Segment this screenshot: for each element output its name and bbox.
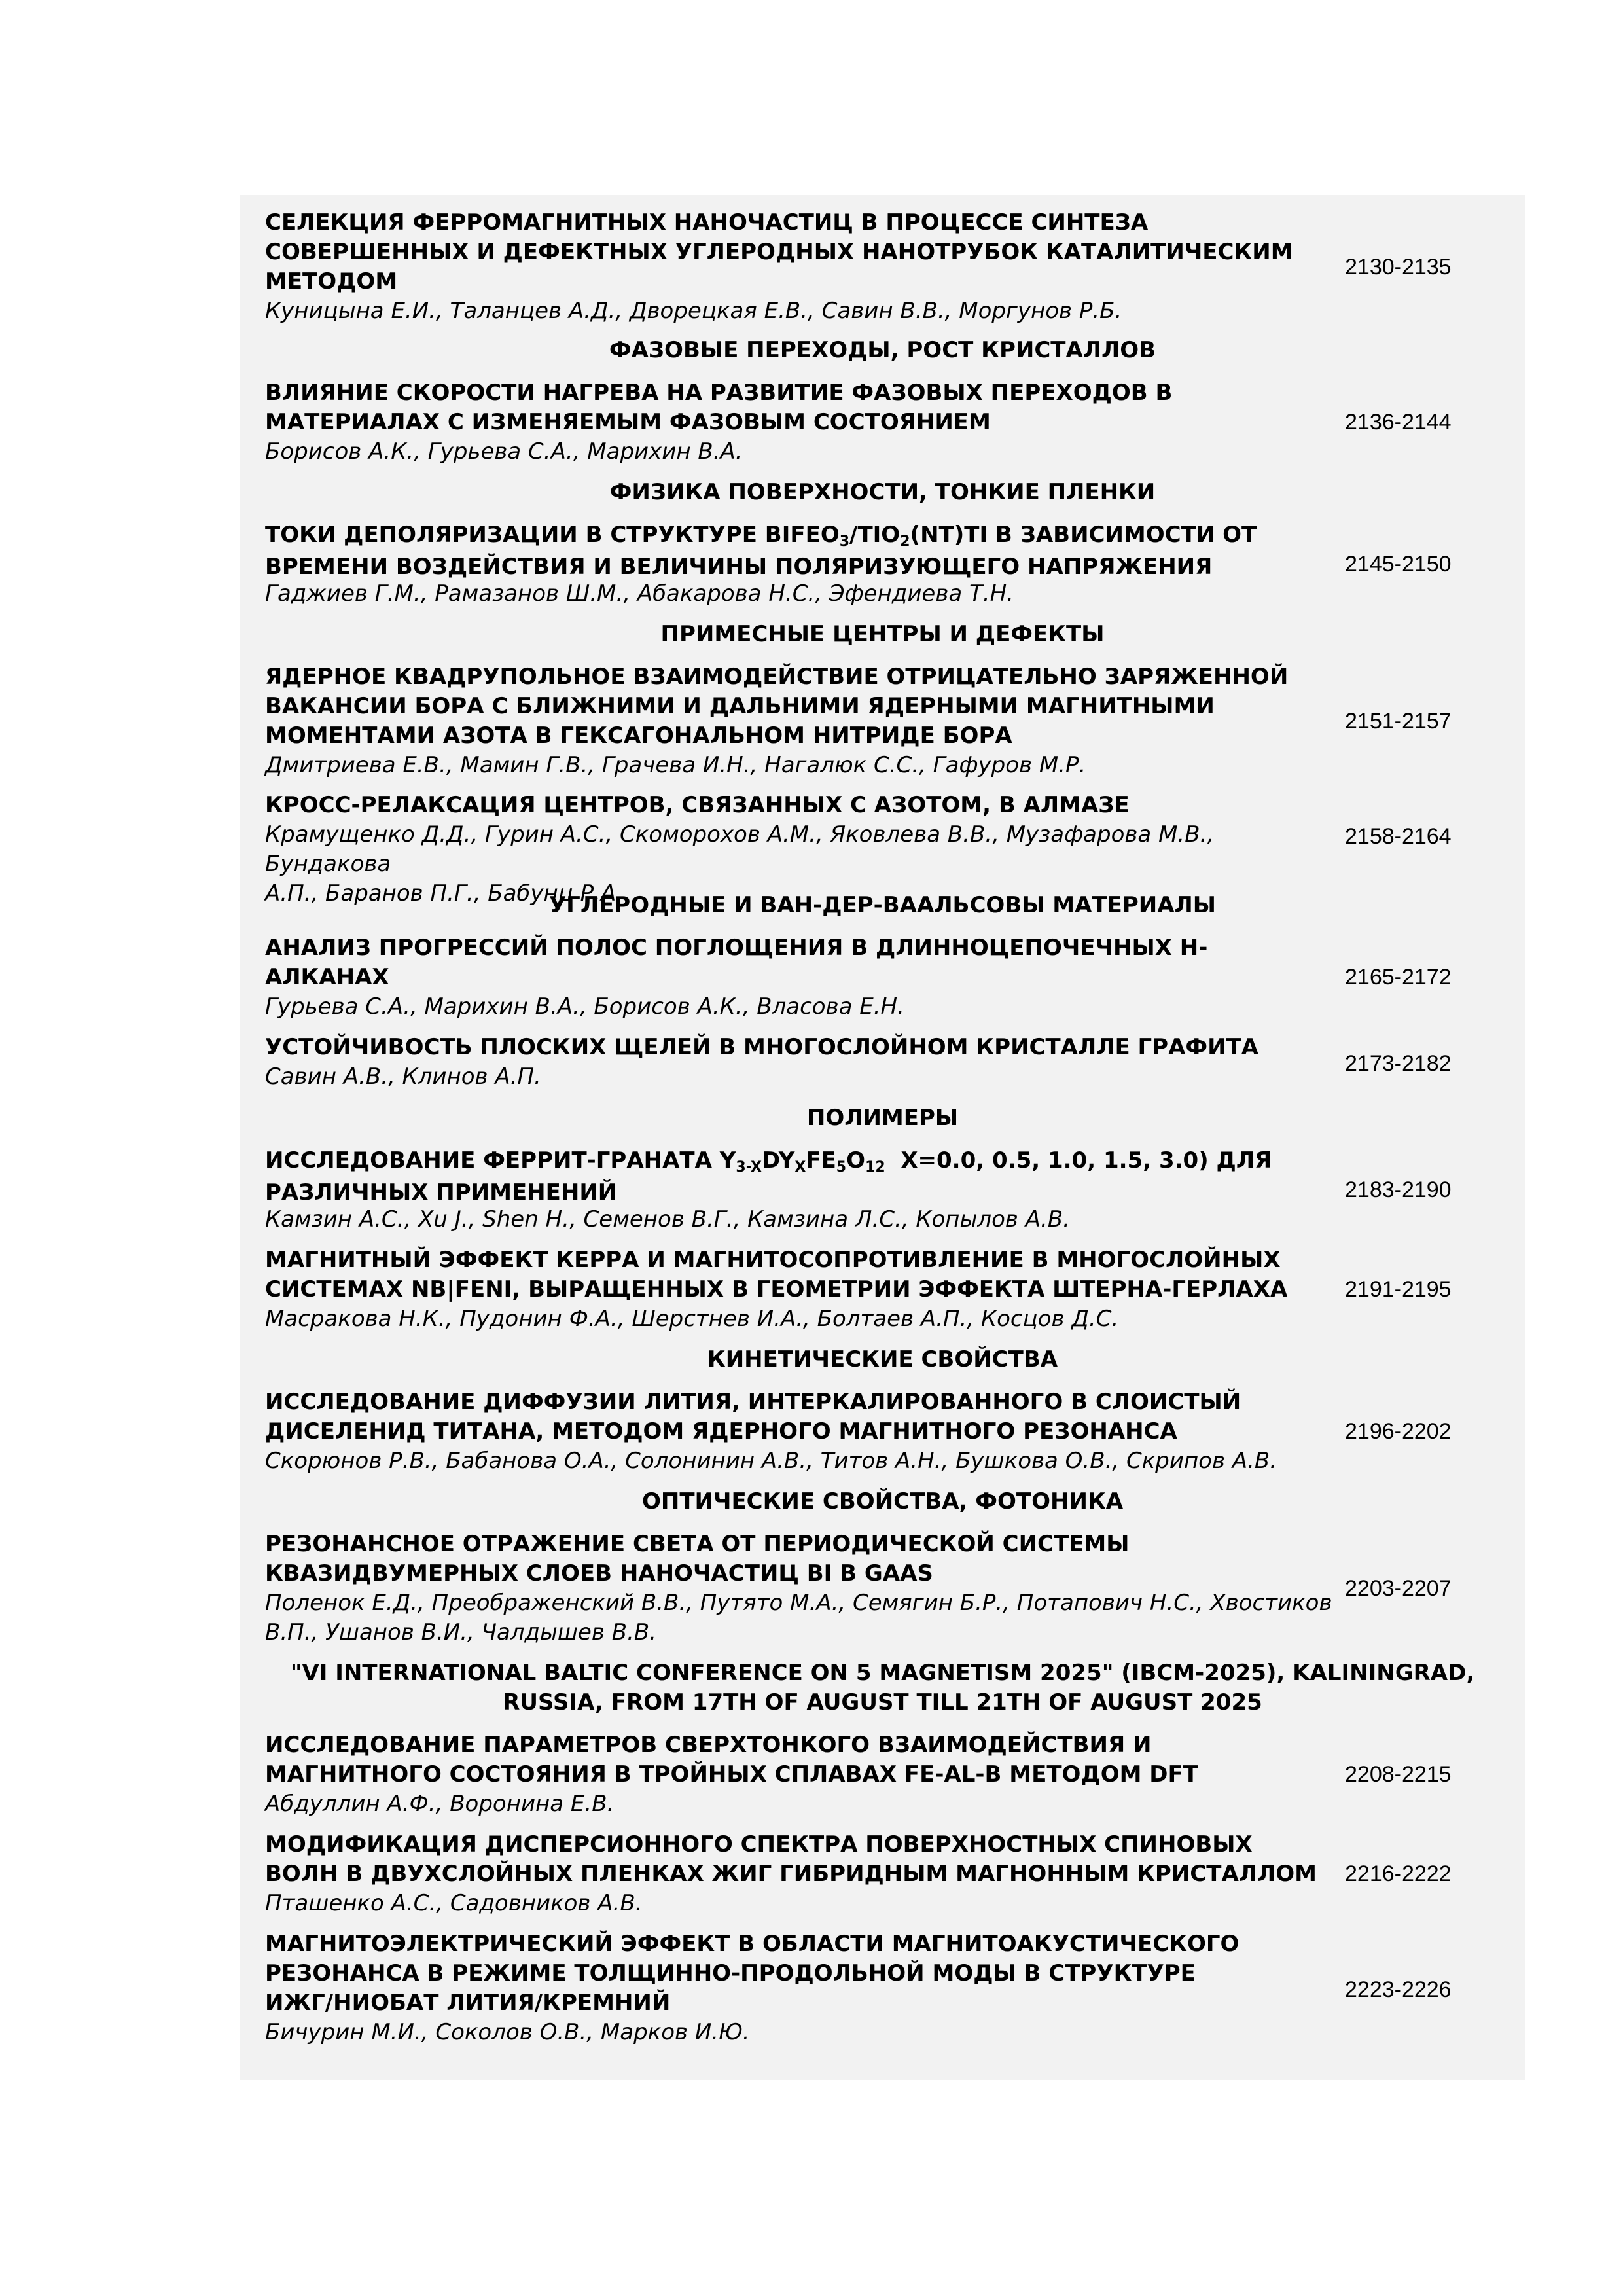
article-authors: Камзин А.С., Xu J., Shen H., Семенов В.Г., Камзина Л.С., Копылов А.В.: [265, 1206, 1070, 1232]
article-title: МАГНИТНЫЙ ЭФФЕКТ КЕРРА И МАГНИТОСОПРОТИВЛЕНИЕ В МНОГОСЛОЙНЫХ СИСТЕМАХ NB|FENI, ВЫРАЩЕННЫХ В ГЕОМЕТРИИ ЭФФЕКТА ШТЕРНА-ГЕРЛАХА: [265, 1247, 1288, 1302]
article-title: КРОСС-РЕЛАКСАЦИЯ ЦЕНТРОВ, СВЯЗАННЫХ С АЗОТОМ, В АЛМАЗЕ: [265, 792, 1130, 818]
article-authors: Куницына Е.И., Таланцев А.Д., Дворецкая Е.В., Савин В.В., Моргунов Р.Б.: [265, 298, 1122, 324]
article-authors: Скорюнов Р.В., Бабанова О.А., Солонинин А.В., Титов А.Н., Бушкова О.В., Скрипов А.В.: [265, 1448, 1277, 1474]
article-pages: 2145-2150: [1345, 552, 1452, 577]
article-authors: Поленок Е.Д., Преображенский В.В., Путято М.А., Семягин Б.Р., Потапович Н.С., Хвостиков В.П., Ушанов В.И., Чалдышев В.В.: [265, 1590, 1332, 1645]
article-authors: Гаджиев Г.М., Рамазанов Ш.М., Абакарова Н.С., Эфендиева Т.Н.: [265, 581, 1014, 607]
section-heading: ОПТИЧЕСКИЕ СВОЙСТВА, ФОТОНИКА: [641, 1488, 1124, 1515]
section-heading: "VI INTERNATIONAL BALTIC CONFERENCE ON 5 MAGNETISM 2025" (IBCM-2025), KALININGRAD, RUSSIA, FROM 17TH OF AUGUST TILL 21TH OF AUGUST 2025: [290, 1660, 1475, 1715]
article-authors: Крамущенко Д.Д., Гурин А.С., Скоморохов А.М., Яковлева В.В., Музафарова М.В., Бундакова А.П., Баранов П.Г., Бабунц Р.А.: [265, 821, 1215, 906]
article-pages: 2136-2144: [1345, 410, 1452, 435]
section-heading: УГЛЕРОДНЫЕ И ВАН-ДЕР-ВААЛЬСОВЫ МАТЕРИАЛЫ: [548, 892, 1217, 918]
section-heading: ПОЛИМЕРЫ: [806, 1105, 959, 1131]
article-authors: Борисов А.К., Гурьева С.А., Марихин В.А.: [265, 439, 743, 465]
article-title: ИССЛЕДОВАНИЕ ПАРАМЕТРОВ СВЕРХТОНКОГО ВЗАИМОДЕЙСТВИЯ И МАГНИТНОГО СОСТОЯНИЯ В ТРОЙНЫХ СПЛАВАХ FE-AL-B МЕТОДОМ DFT: [265, 1732, 1198, 1787]
article-pages: 2151-2157: [1345, 709, 1452, 734]
article-title: МОДИФИКАЦИЯ ДИСПЕРСИОННОГО СПЕКТРА ПОВЕРХНОСТНЫХ СПИНОВЫХ ВОЛН В ДВУХСЛОЙНЫХ ПЛЕНКАХ ЖИГ ГИБРИДНЫМ МАГНОННЫМ КРИСТАЛЛОМ: [265, 1831, 1317, 1887]
article-title: МАГНИТОЭЛЕКТРИЧЕСКИЙ ЭФФЕКТ В ОБЛАСТИ МАГНИТОАКУСТИЧЕСКОГО РЕЗОНАНСА В РЕЖИМЕ ТОЛЩИННО-ПРОДОЛЬНОЙ МОДЫ В СТРУКТУРЕ ИЖГ/НИОБАТ ЛИТИЯ/КРЕМНИЙ: [265, 1931, 1240, 2016]
article-pages: 2203-2207: [1345, 1576, 1452, 1601]
article-title: ИССЛЕДОВАНИЕ ФЕРРИТ-ГРАНАТА $Y_{3-X}DY_XFE_5O_{12}$ X=0.0, 0.5, 1.0, 1.5, 3.0) ДЛЯ РАЗЛИЧНЫХ ПРИМЕНЕНИЙ: [265, 1147, 1272, 1206]
article-authors: Дмитриева Е.В., Мамин Г.В., Грачева И.Н., Нагалюк С.С., Гафуров М.Р.: [265, 752, 1086, 778]
article-title: ВЛИЯНИЕ СКОРОСТИ НАГРЕВА НА РАЗВИТИЕ ФАЗОВЫХ ПЕРЕХОДОВ В МАТЕРИАЛАХ С ИЗМЕНЯЕМЫМ ФАЗОВЫМ СОСТОЯНИЕМ: [265, 380, 1173, 435]
section-heading: КИНЕТИЧЕСКИЕ СВОЙСТВА: [707, 1346, 1058, 1372]
article-title: АНАЛИЗ ПРОГРЕССИЙ ПОЛОС ПОГЛОЩЕНИЯ В ДЛИННОЦЕПОЧЕЧНЫХ Н- АЛКАНАХ: [265, 935, 1208, 990]
article-title: ТОКИ ДЕПОЛЯРИЗАЦИИ В СТРУКТУРЕ $BIFEO_3/TIO_2(NT)TI$ В ЗАВИСИМОСТИ ОТ ВРЕМЕНИ ВОЗДЕЙСТВИЯ И ВЕЛИЧИНЫ ПОЛЯРИЗУЮЩЕГО НАПРЯЖЕНИЯ: [265, 522, 1257, 580]
section-heading: ФИЗИКА ПОВЕРХНОСТИ, ТОНКИЕ ПЛЕНКИ: [609, 479, 1156, 505]
article-authors: Гурьева С.А., Марихин В.А., Борисов А.К., Власова Е.Н.: [265, 994, 904, 1020]
article-authors: Масракова Н.К., Пудонин Ф.А., Шерстнев И.А., Болтаев А.П., Косцов Д.С.: [265, 1306, 1119, 1332]
article-pages: 2173-2182: [1345, 1051, 1452, 1076]
article-title: ИССЛЕДОВАНИЕ ДИФФУЗИИ ЛИТИЯ, ИНТЕРКАЛИРОВАННОГО В СЛОИСТЫЙ ДИСЕЛЕНИД ТИТАНА, МЕТОДОМ ЯДЕРНОГО МАГНИТНОГО РЕЗОНАНСА: [265, 1389, 1241, 1444]
article-authors: Савин А.В., Клинов А.П.: [265, 1064, 541, 1090]
article-pages: 2216-2222: [1345, 1861, 1452, 1886]
article-pages: 2196-2202: [1345, 1419, 1452, 1444]
article-pages: 2223-2226: [1345, 1977, 1452, 2002]
section-heading: ПРИМЕСНЫЕ ЦЕНТРЫ И ДЕФЕКТЫ: [660, 621, 1105, 647]
article-pages: 2165-2172: [1345, 965, 1452, 990]
article-authors: Пташенко А.С., Садовников А.В.: [265, 1890, 643, 1916]
article-pages: 2130-2135: [1345, 255, 1452, 279]
contents-panel: [240, 195, 1525, 2080]
article-pages: 2191-2195: [1345, 1277, 1452, 1302]
article-authors: Абдуллин А.Ф., Воронина Е.В.: [265, 1791, 615, 1817]
article-title: ЯДЕРНОЕ КВАДРУПОЛЬНОЕ ВЗАИМОДЕЙСТВИЕ ОТРИЦАТЕЛЬНО ЗАРЯЖЕННОЙ ВАКАНСИИ БОРА С БЛИЖНИМИ И ДАЛЬНИМИ ЯДЕРНЫМИ МАГНИТНЫМИ МОМЕНТАМИ АЗОТА В ГЕКСАГОНАЛЬНОМ НИТРИДЕ БОРА: [265, 664, 1289, 749]
article-authors: Бичурин М.И., Соколов О.В., Марков И.Ю.: [265, 2019, 750, 2045]
article-title: СЕЛЕКЦИЯ ФЕРРОМАГНИТНЫХ НАНОЧАСТИЦ В ПРОЦЕССЕ СИНТЕЗА СОВЕРШЕННЫХ И ДЕФЕКТНЫХ УГЛЕРОДНЫХ НАНОТРУБОК КАТАЛИТИЧЕСКИМ МЕТОДОМ: [265, 209, 1293, 295]
article-pages: 2158-2164: [1345, 824, 1452, 849]
article-pages: 2208-2215: [1345, 1762, 1452, 1787]
article-title: РЕЗОНАНСНОЕ ОТРАЖЕНИЕ СВЕТА ОТ ПЕРИОДИЧЕСКОЙ СИСТЕМЫ КВАЗИДВУМЕРНЫХ СЛОЕВ НАНОЧАСТИЦ BI В GAAS: [265, 1531, 1130, 1587]
article-title: УСТОЙЧИВОСТЬ ПЛОСКИХ ЩЕЛЕЙ В МНОГОСЛОЙНОМ КРИСТАЛЛЕ ГРАФИТА: [265, 1034, 1259, 1060]
section-heading: ФАЗОВЫЕ ПЕРЕХОДЫ, РОСТ КРИСТАЛЛОВ: [609, 337, 1156, 363]
article-pages: 2183-2190: [1345, 1177, 1452, 1202]
